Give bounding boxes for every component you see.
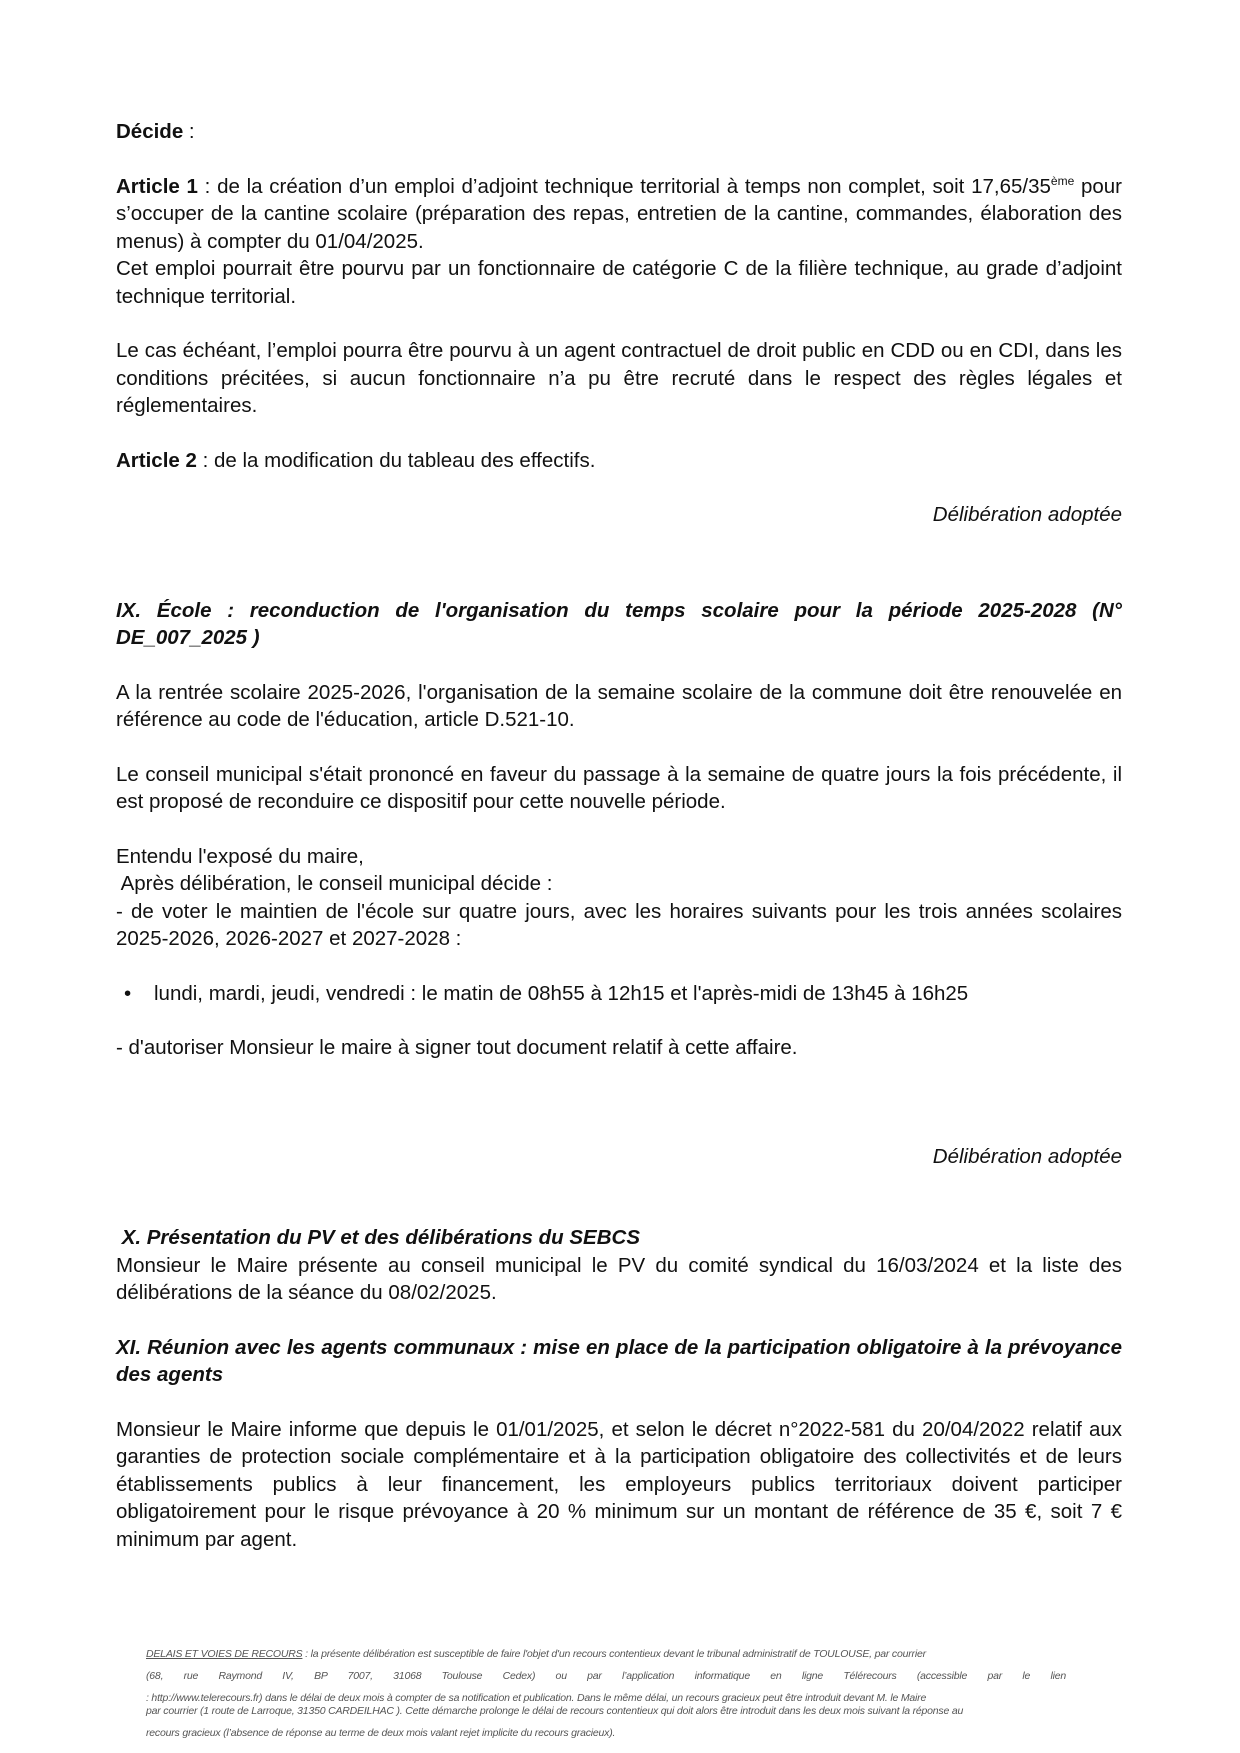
section-9-vote-text: - de voter le maintien de l'école sur quatre jours, avec les horaires suivants pour les trois années scolaires 2025-2026, 2026-2027 et 2027-2028 : bbox=[116, 899, 1122, 950]
adopted-label-1: Délibération adoptée bbox=[932, 503, 1122, 526]
article-1-text-post: pour s’occuper de la cantine scolaire (préparation des repas, entretien de la cantine, commandes, élaboration des menus) à compter du 01/04/2025. bbox=[116, 174, 1123, 253]
adopted-label-2: Délibération adoptée bbox=[932, 1144, 1122, 1168]
footer-text-1: : la présente délibération est susceptible de faire l'objet d'un recours contentieux devant le tribunal administratif de TOULOUSE, par courrier bbox=[302, 1648, 926, 1660]
footer-line-4: par courrier (1 route de Larroque, 31350 CARDEILHAC ). Cette démarche prolonge le délai de recours contentieux qui doit alors être introduit dans les deux mois suivant la réponse au bbox=[146, 1705, 964, 1717]
schedule-bullet bbox=[116, 980, 1122, 1008]
article-1-text-pre: : de la création d’un emploi d’adjoint technique territorial à temps non complet, soit 17,65/35 bbox=[197, 174, 1051, 198]
article-2-text: : de la modification du tableau des effectifs. bbox=[196, 448, 596, 472]
decide-line bbox=[116, 118, 1122, 146]
footer-line-3: : http://www.telerecours.fr) dans le délai de deux mois à compter de sa notification et publication. Dans le même délai, un recours gracieux peut être introduit devant M. le Maire bbox=[146, 1692, 927, 1704]
article-1-label: Article 1 bbox=[116, 174, 198, 198]
decide-colon: : bbox=[183, 120, 195, 143]
section-9-authorize-text: - d'autoriser Monsieur le maire à signer tout document relatif à cette affaire. bbox=[116, 1036, 798, 1059]
article-1-grade-text: Cet emploi pourrait être pourvu par un fonctionnaire de catégorie C de la filière technique, au grade d’adjoint technique territorial. bbox=[116, 257, 1122, 308]
footer-line-5: recours gracieux (l’absence de réponse au terme de deux mois valant rejet implicite du recours gracieux). bbox=[146, 1727, 616, 1739]
bullet-dot-icon: • bbox=[124, 981, 132, 1005]
article-1-contract-text: Le cas échéant, l’emploi pourra être pourvu à un agent contractuel de droit public en CDD ou en CDI, dans les conditions précitées, si aucun fonctionnaire n’a pu être recruté dans le respect des règles légales et réglementaires. bbox=[116, 339, 1122, 417]
section-9-paragraph-1: A la rentrée scolaire 2025-2026, l'organisation de la semaine scolaire de la commune doit être renouvelée en référence au code de l'éducation, article D.521-10. bbox=[116, 680, 1122, 731]
section-9-paragraph-2: Le conseil municipal s'était prononcé en faveur du passage à la semaine de quatre jours la fois précédente, il est proposé de reconduire ce dispositif pour cette nouvelle période. bbox=[116, 762, 1122, 813]
article-1-superscript: ème bbox=[1050, 173, 1075, 188]
section-11-paragraph: Monsieur le Maire informe que depuis le 01/01/2025, et selon le décret n°2022-581 du 20/04/2022 relatif aux garanties de protection sociale complémentaire et à la participation obligatoire des collectivités et de leurs établissements publics à leur financement, les employeurs publics territoriaux doivent participer obligatoirement pour le risque prévoyance à 20 % minimum sur un montant de référence de 35 €, soit 7 € minimum par agent. bbox=[116, 1417, 1122, 1551]
decide-label: Décide bbox=[116, 120, 184, 143]
article-2-label: Article 2 bbox=[116, 448, 197, 472]
footer-line-2: (68, rue Raymond IV, BP 7007, 31068 Toulouse Cedex) ou par l’application informatique en ligne Télérecours (accessible par le lien bbox=[146, 1670, 1066, 1682]
footer-line-1 bbox=[146, 1648, 1066, 1661]
section-11-title: XI. Réunion avec les agents communaux : mise en place de la participation obligatoire à la prévoyance des agents bbox=[116, 1335, 1122, 1386]
section-10-paragraph: Monsieur le Maire présente au conseil municipal le PV du comité syndical du 16/03/2024 et la liste des délibérations de la séance du 08/02/2025. bbox=[116, 1253, 1122, 1304]
section-9-title: IX. École : reconduction de l'organisation du temps scolaire pour la période 2025-2028 (N° DE_007_2025 ) bbox=[116, 598, 1122, 649]
section-10-title: X. Présentation du PV et des délibérations du SEBCS bbox=[116, 1226, 641, 1249]
document-page bbox=[116, 118, 1122, 1553]
footer-heading: DELAIS ET VOIES DE RECOURS bbox=[146, 1648, 303, 1660]
section-9-heard-line: Entendu l'exposé du maire, bbox=[116, 844, 364, 868]
article-2-paragraph bbox=[116, 447, 1122, 475]
schedule-bullet-text: lundi, mardi, jeudi, vendredi : le matin de 08h55 à 12h15 et l'après-midi de 13h45 à 16h25 bbox=[154, 981, 969, 1005]
article-1-paragraph bbox=[116, 173, 1122, 256]
legal-footer bbox=[146, 1648, 1066, 1740]
section-9-deliberation-line: Après délibération, le conseil municipal décide : bbox=[116, 872, 553, 895]
